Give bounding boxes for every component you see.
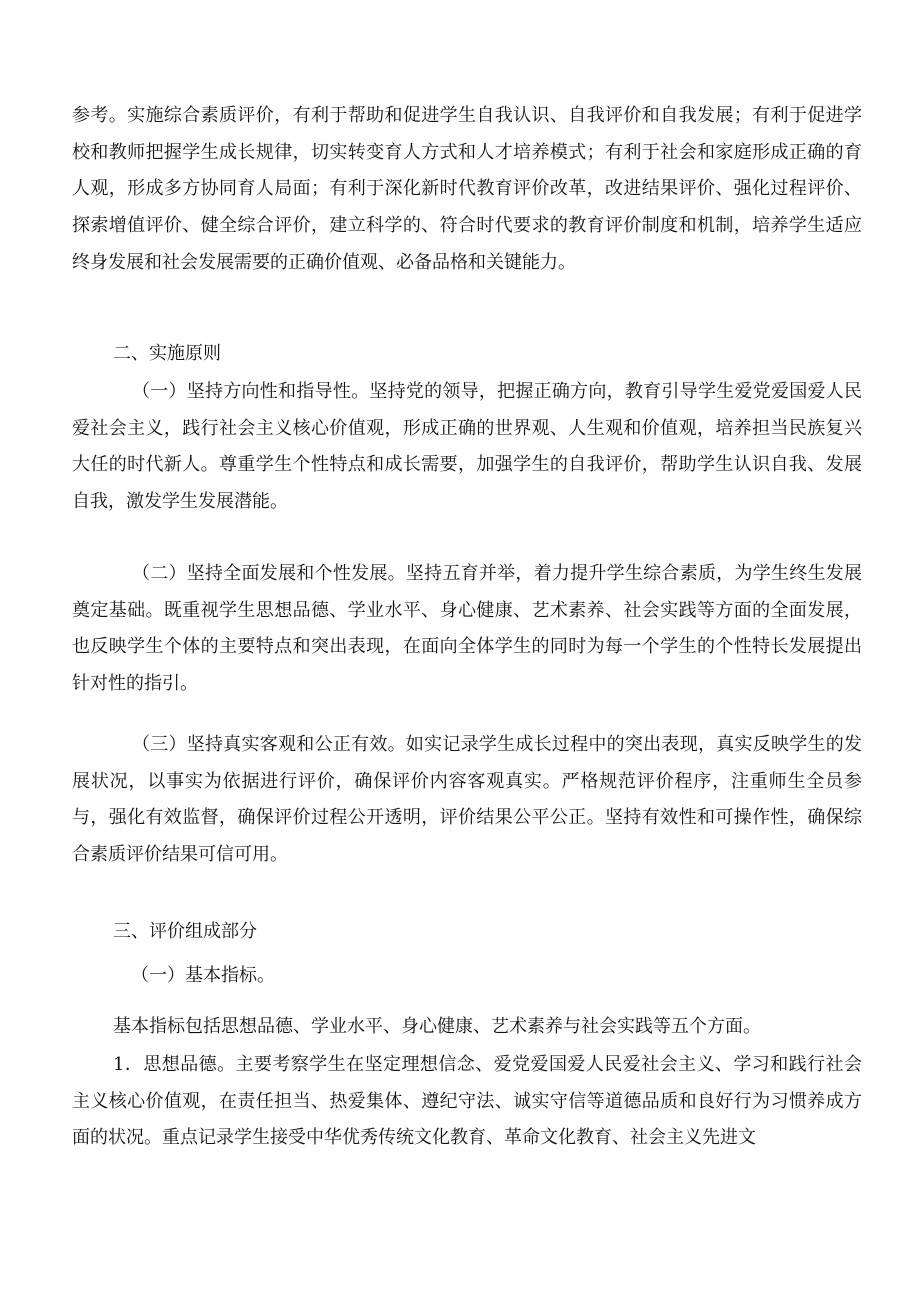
principle-paragraph-1: （一）坚持方向性和指导性。坚持党的领导，把握正确方向，教育引导学生爱党爱国爱人民爱社会主义，践行社会主义核心价值观，形成正确的世界观、人生观和价值观，培养担当民族复兴大任的时代新人。尊重学生个性特点和成长需要，加强学生的自我评价，帮助学生认识自我、发展自我，激发学生发展潜能。 <box>72 381 862 513</box>
intro-paragraph: 参考。实施综合素质评价，有利于帮助和促进学生自我认识、自我评价和自我发展；有利于促进学校和教师把握学生成长规律，切实转变育人方式和人才培养模式；有利于社会和家庭形成正确的育人观，形成多方协同育人局面；有利于深化新时代教育评价改革，改进结果评价、强化过程评价、探索增值评价、健全综合评价，建立科学的、符合时代要求的教育评价制度和机制，培养学生适应终身发展和社会发展需要的正确价值观、必备品格和关键能力。 <box>72 105 862 273</box>
principle-paragraph-3: （三）坚持真实客观和公正有效。如实记录学生成长过程中的突出表现，真实反映学生的发展状况，以事实为依据进行评价，确保评价内容客观真实。严格规范评价程序，注重师生全员参与，强化有效监督，确保评价过程公开透明，评价结果公平公正。坚持有效性和可操作性，确保综合素质评价结果可信可用。 <box>72 734 862 866</box>
section-heading-components: 三、评价组成部分 <box>113 921 257 942</box>
principle-paragraph-2: （二）坚持全面发展和个性发展。坚持五育并举，着力提升学生综合素质，为学生终生发展奠定基础。既重视学生思想品德、学业水平、身心健康、艺术素养、社会实践等方面的全面发展，也反映学生个体的主要特点和突出表现，在面向全体学生的同时为每一个学生的个性特长发展提出针对性的指引。 <box>72 563 862 695</box>
basic-indicators-summary: 基本指标包括思想品德、学业水平、身心健康、艺术素养与社会实践等五个方面。 <box>113 1016 761 1037</box>
subsection-heading-basic-indicators: （一）基本指标。 <box>131 965 275 986</box>
section-heading-principles: 二、实施原则 <box>113 343 221 364</box>
item-moral-character: 1．思想品德。主要考察学生在坚定理想信念、爱党爱国爱人民爱社会主义、学习和践行社会主义核心价值观，在责任担当、热爱集体、遵纪守法、诚实守信等道德品质和良好行为习惯养成方面的状况。重点记录学生接受中华优秀传统文化教育、革命文化教育、社会主义先进文 <box>72 1054 862 1149</box>
